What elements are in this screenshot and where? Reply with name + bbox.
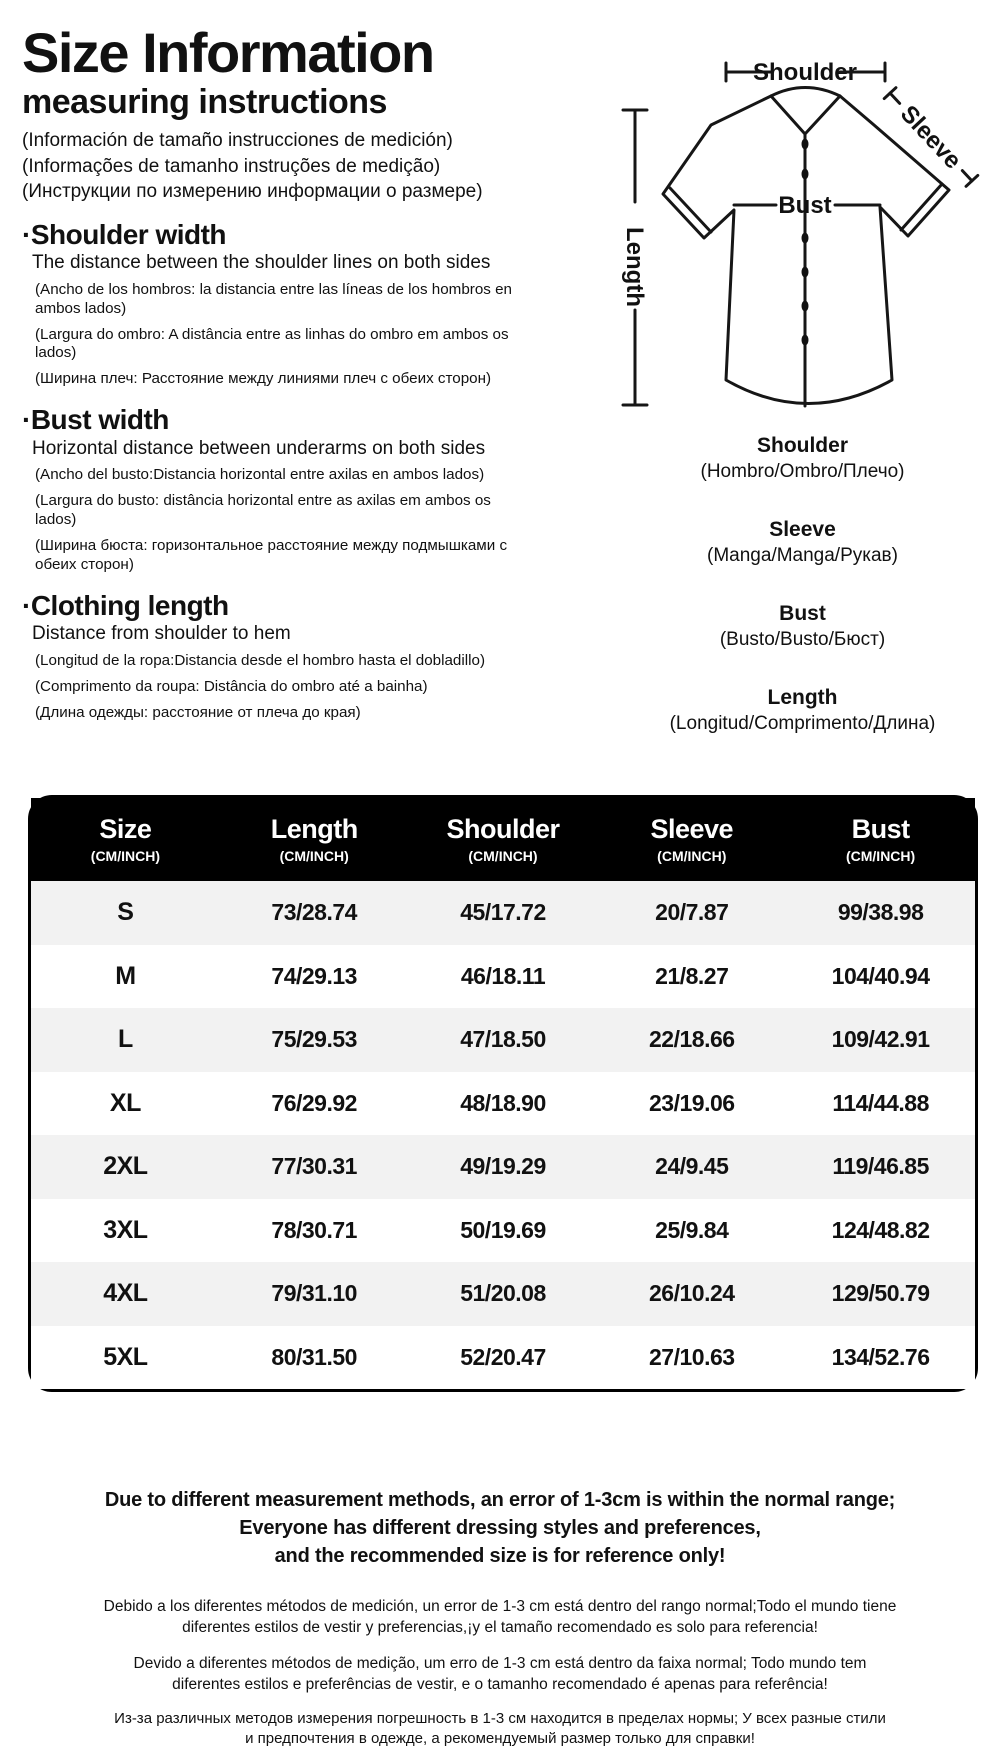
bust-cell: 124/48.82 (831, 1216, 930, 1243)
legend-name: Sleeve (769, 517, 836, 541)
disclaimer-pt (0, 1653, 1000, 1696)
section-note-pt: (Comprimento da roupa: Distância do ombro até a bainha) (35, 677, 428, 695)
title-translation-ru: (Инструкции по измерению информации о размере) (22, 180, 483, 202)
sleeve-line-end (962, 171, 972, 181)
length-cell: 76/29.92 (271, 1089, 357, 1116)
disclaimer-en-line: Due to different measurement methods, an error of 1-3cm is within the normal range; (104, 1489, 896, 1511)
table-row (31, 1072, 975, 1136)
legend-item-sleeve (610, 518, 995, 568)
legend-translation: (Longitud/Comprimento/Длина) (669, 712, 936, 734)
measuring-instructions-column (22, 21, 522, 722)
table-row (31, 1199, 975, 1263)
title-translations (22, 128, 522, 203)
sleeve-cell: 25/9.84 (655, 1216, 729, 1243)
button (802, 233, 809, 244)
disclaimer-ru-line: и предпочтения в одежде, а рекомендуемый размер только для справки! (245, 1730, 755, 1748)
bust-cell: 104/40.94 (831, 962, 930, 989)
shoulder-cell: 52/20.47 (460, 1343, 546, 1370)
section-title: ·Shoulder width (22, 218, 227, 250)
shoulder-cell: 47/18.50 (460, 1026, 546, 1053)
legend-translation: (Manga/Manga/Рукав) (707, 545, 898, 567)
column-unit: (CM/INCH) (657, 847, 727, 864)
length-cell: 79/31.10 (271, 1280, 357, 1307)
shoulder-cell: 45/17.72 (460, 899, 546, 926)
legend-translation: (Busto/Busto/Бюст) (719, 628, 886, 650)
size-cell: 3XL (103, 1215, 148, 1244)
bust-cell: 119/46.85 (832, 1153, 929, 1180)
sleeve-cell: 27/10.63 (649, 1343, 735, 1370)
diagram-length-label: Length (621, 227, 648, 307)
shoulder-cell: 49/19.29 (460, 1153, 546, 1180)
table-row (31, 945, 975, 1009)
size-cell: XL (109, 1088, 141, 1117)
section-note-ru: (Длина одежды: расстояние от плеча до края) (35, 703, 361, 721)
column-unit: (CM/INCH) (845, 847, 916, 864)
size-cell: 5XL (103, 1342, 148, 1371)
section-note-pt: (Largura do busto: distância horizontal entre as axilas em ambos os lados) (35, 492, 491, 529)
table-row (31, 1008, 975, 1072)
bust-cell: 114/44.88 (832, 1089, 929, 1116)
button (802, 139, 809, 150)
legend-item-shoulder (610, 434, 995, 484)
section-description: Horizontal distance between underarms on both sides (32, 437, 486, 459)
sleeve-cell: 23/19.06 (649, 1089, 735, 1116)
section-description: The distance between the shoulder lines on both sides (32, 252, 491, 274)
section-title: ·Clothing length (22, 589, 229, 621)
legend-name: Length (767, 685, 838, 709)
column-unit: (CM/INCH) (468, 847, 538, 864)
disclaimer-en-line: and the recommended size is for reference only! (274, 1545, 726, 1567)
column-name: Shoulder (446, 814, 560, 845)
legend-name: Bust (779, 601, 826, 625)
sleeve-cell: 21/8.27 (655, 962, 729, 989)
sleeve-cell: 22/18.66 (649, 1026, 735, 1053)
legend-translation: (Hombro/Ombro/Плечо) (700, 461, 905, 483)
length-cell: 77/30.31 (271, 1153, 357, 1180)
bust-cell: 109/42.91 (831, 1026, 930, 1053)
disclaimer-pt-line: Devido a diferentes métodos de medição, um erro de 1-3 cm está dentro da faixa normal; Todo mundo tem (133, 1654, 867, 1672)
section-clothing-length (22, 591, 522, 723)
bust-cell: 129/50.79 (831, 1280, 930, 1307)
length-cell: 80/31.50 (271, 1343, 357, 1370)
table-row (31, 1135, 975, 1199)
size-cell: 4XL (103, 1279, 148, 1308)
size-cell: M (115, 961, 136, 990)
column-name: Size (99, 814, 152, 845)
section-shoulder-width (22, 220, 522, 389)
length-cell: 75/29.53 (271, 1026, 357, 1053)
column-header-shoulder (409, 815, 598, 864)
sleeve-cell: 20/7.87 (655, 899, 729, 926)
shoulder-cell: 48/18.90 (460, 1089, 546, 1116)
section-title: ·Bust width (22, 404, 169, 436)
disclaimer (0, 1486, 1000, 1750)
column-header-length (220, 815, 409, 864)
disclaimer-pt-line: diferentes estilos e preferências de vestir, e o tamanho recomendado é apenas para referência! (172, 1676, 828, 1694)
shoulder-cell: 46/18.11 (460, 962, 546, 989)
sleeve-line-start (890, 93, 900, 103)
disclaimer-es-line: diferentes estilos de vestir y preferencias,¡y el tamaño recomendado es solo para referencia! (182, 1619, 818, 1637)
size-cell: S (117, 898, 134, 927)
shoulder-cell: 50/19.69 (460, 1216, 546, 1243)
section-note-ru: (Ширина бюста: горизонтальное расстояние между подмышками с обеих сторон) (35, 536, 508, 573)
sleeve-cell: 26/10.24 (649, 1280, 735, 1307)
disclaimer-es-line: Debido a los diferentes métodos de medición, un error de 1-3 cm está dentro del rango normal;Todo el mundo tiene (103, 1598, 897, 1615)
disclaimer-ru-line: Из-за различных методов измерения погрешность в 1-3 см находится в пределах нормы; У всех разные стили (114, 1709, 886, 1727)
column-header-size (31, 815, 220, 864)
section-note-pt: (Largura do ombro: A distância entre as linhas do ombro em ambos os lados) (35, 325, 509, 362)
column-unit: (CM/INCH) (279, 847, 349, 864)
column-header-sleeve (597, 815, 786, 864)
table-header (31, 798, 975, 881)
section-bust-width (22, 405, 522, 574)
button (802, 267, 809, 278)
button (802, 301, 809, 312)
disclaimer-en (0, 1486, 1000, 1570)
section-description: Distance from shoulder to hem (32, 623, 291, 645)
title-translation-es: (Información de tamaño instrucciones de medición) (22, 130, 453, 152)
legend-item-length (610, 686, 995, 736)
table-row (31, 881, 975, 945)
column-header-bust (786, 815, 975, 864)
diagram-shoulder-label: Shoulder (752, 59, 858, 86)
sleeve-cell: 24/9.45 (655, 1153, 729, 1180)
disclaimer-ru (0, 1709, 1000, 1750)
column-name: Sleeve (650, 814, 734, 845)
shoulder-cell: 51/20.08 (460, 1280, 546, 1307)
column-name: Bust (851, 814, 910, 845)
button (802, 335, 809, 346)
bust-cell: 99/38.98 (837, 899, 924, 926)
table-row (31, 1326, 975, 1390)
column-unit: (CM/INCH) (90, 847, 160, 864)
shirt-diagram (528, 22, 990, 464)
diagram-legend (610, 434, 995, 770)
disclaimer-en-line: Everyone has different dressing styles and preferences, (239, 1517, 761, 1539)
length-cell: 78/30.71 (271, 1216, 357, 1243)
button (802, 169, 809, 180)
page-title: Size Information (22, 21, 434, 84)
diagram-sleeve-label: Sleeve (894, 100, 967, 175)
size-table (28, 795, 978, 1392)
disclaimer-es (0, 1596, 1000, 1639)
section-note-es: (Longitud de la ropa:Distancia desde el hombro hasta el dobladillo) (35, 651, 486, 669)
table-row (31, 1262, 975, 1326)
section-note-es: (Ancho del busto:Distancia horizontal entre axilas en ambos lados) (35, 466, 485, 484)
bust-cell: 134/52.76 (831, 1343, 930, 1370)
column-name: Length (270, 814, 358, 845)
legend-item-bust (610, 602, 995, 652)
section-note-ru: (Ширина плеч: Расстояние между линиями плеч с обеих сторон) (35, 370, 492, 388)
section-note-es: (Ancho de los hombros: la distancia entre las líneas de los hombros en ambos lados) (35, 280, 512, 317)
length-cell: 74/29.13 (271, 962, 357, 989)
size-cell: 2XL (103, 1152, 148, 1181)
title-translation-pt: (Informações de tamanho instruções de medição) (22, 155, 441, 177)
size-cell: L (118, 1025, 133, 1054)
legend-name: Shoulder (756, 434, 848, 457)
diagram-bust-label: Bust (778, 192, 832, 219)
length-cell: 73/28.74 (271, 899, 357, 926)
page-subtitle: measuring instructions (22, 82, 387, 121)
